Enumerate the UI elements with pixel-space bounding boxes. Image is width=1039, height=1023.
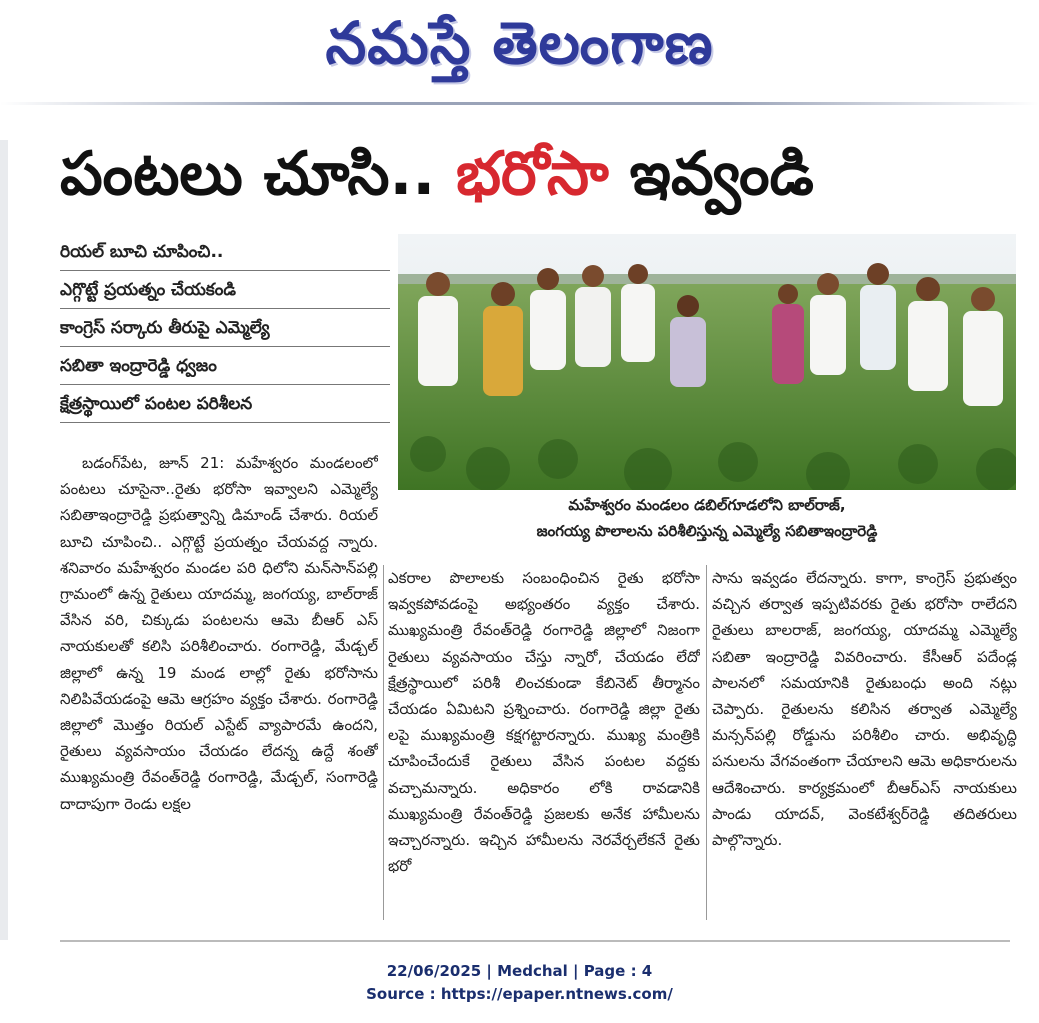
article-column-1 <box>60 450 378 938</box>
deck-line: క్షేత్రస్థాయిలో పంటల పరిశీలన <box>60 388 390 423</box>
footer-divider <box>60 940 1010 942</box>
headline-part-3: ఇవ్వండి <box>608 139 814 209</box>
column-divider <box>706 565 707 920</box>
deck-line: రియల్ బూచి చూపించి.. <box>60 236 390 271</box>
article-column-2 <box>388 565 700 920</box>
subheadline-deck <box>60 236 390 426</box>
article-text: ఎకరాల పొలాలకు సంబంధించిన రైతు భరోసా ఇవ్వకపోవడంపై అభ్యంతరం వ్యక్తం చేశారు. ముఖ్యమంత్రి రేవంత్‌రెడ్డి రంగారెడ్డి జిల్లాలో నిజంగా రైతులు వ్యవసాయం చేస్తు న్నారో, చేయడం లేదో క్షేత్రస్థాయిలో పరిశీ లించకుండా కేబినెట్ తీర్మానం చేయడం ఏమిటని ప్రశ్నించారు. రంగారెడ్డి జిల్లా రైతు లపై ముఖ్యమంత్రి కక్షగట్టారన్నారు. ముఖ్య మంత్రికి చూపించేందుకే రైతులు వేసిన పంటల వద్దకు వచ్చామన్నారు. అధికారం లోకి రావడానికి ముఖ్యమంత్రి రేవంత్‌రెడ్డి ప్రజలకు అనేక హామీలను ఇచ్చారన్నారు. ఇచ్చిన హామీలను నెరవేర్చలేకనే రైతు భరో <box>388 569 700 876</box>
footer-dateline: 22/06/2025 | Medchal | Page : 4 <box>386 962 653 980</box>
masthead-divider <box>0 102 1039 105</box>
deck-line: సబితా ఇంద్రారెడ్డి ధ్వజం <box>60 350 390 385</box>
deck-line: ఎగ్గొట్టే ప్రయత్నం చేయకండి <box>60 274 390 309</box>
newspaper-logo-title: నమస్తే తెలంగాణ <box>325 9 714 77</box>
deck-line: కాంగ్రెస్ సర్కారు తీరుపై ఎమ్మెల్యే <box>60 312 390 347</box>
photo-caption <box>398 492 1016 544</box>
column-divider <box>383 565 384 920</box>
news-photo <box>398 234 1016 490</box>
article-column-3 <box>712 565 1017 920</box>
footer-source: Source : https://epaper.ntnews.com/ <box>366 985 673 1003</box>
page-margin-bar <box>0 140 8 940</box>
masthead <box>0 0 1039 100</box>
headline-part-1: పంటలు చూసి.. <box>60 139 457 209</box>
caption-line-1: మహేశ్వరం మండలం డబిల్‌గూడలోని బాల్‌రాజ్, <box>568 496 846 514</box>
caption-line-2: జంగయ్య పొలాలను పరిశీలిస్తున్న ఎమ్మెల్యే సబితాఇంద్రారెడ్డి <box>536 522 878 540</box>
headline-highlight: భరోసా <box>456 139 609 209</box>
article-headline <box>60 132 1020 217</box>
article-text: బడంగ్‌పేట, జూన్ 21: మహేశ్వరం మండలంలో పంటలు చూసైనా..రైతు భరోసా ఇవ్వాలని ఎమ్మెల్యే సబితాఇంద్రారెడ్డి ప్రభుత్వాన్ని డిమాండ్ చేశారు. రియల్ బూచి చూపించి.. ఎగ్గొట్టే ప్రయత్నం చేయవద్ద న్నారు. శనివారం మహేశ్వరం మండల పరి ధిలోని మన్‌సాన్‌పల్లి గ్రామంలో ఉన్న రైతులు యాదమ్మ, జంగయ్య, బాల్‌రాజ్ వేసిన వరి, చిక్కుడు పంటలను ఆమె బీఆర్ ఎస్ నాయకులతో కలిసి పరిశీలించారు. రంగారెడ్డి, మేడ్చల్ జిల్లాలో ఉన్న 19 మండ లాల్లో రైతు భరోసాను నిలిపివేయడంపై ఆమె ఆగ్రహం వ్యక్తం చేశారు. రంగారెడ్డి జిల్లాలో మొత్తం రియల్ ఎస్టేట్ వ్యాపారమే ఉందని, రైతులు వ్యవసాయం చేయడం లేదన్న ఉద్దే శంతో ముఖ్యమంత్రి రేవంత్‌రెడ్డి రంగారెడ్డి, మేడ్చల్, సంగారెడ్డి దాదాపుగా రెండు లక్షల <box>60 454 378 813</box>
article-text: సాను ఇవ్వడం లేదన్నారు. కాగా, కాంగ్రెస్ ప్రభుత్వం వచ్చిన తర్వాత ఇప్పటివరకు రైతు భరోసా రాలేదని రైతులు బాలరాజ్, జంగయ్య, యాదమ్మ ఎమ్మెల్యే సబితా ఇంద్రారెడ్డి వివరించారు. కేసీఆర్ పదేండ్ల పాలనలో సమయానికి రైతుబంధు అంది నట్లు చెప్పారు. రైతులను కలిసిన తర్వాత ఎమ్మెల్యే మన్సన్‌పల్లి రోడ్డును పరిశీలిం చారు. అభివృద్ధి పనులను వేగవంతంగా చేయాలని ఆమె అధికారులను ఆదేశించారు. కార్యక్రమంలో బీఆర్ఎస్ నాయకులు పాండు యాదవ్, వెంకటేశ్వర్‌రెడ్డి తదితరులు పాల్గొన్నారు. <box>712 569 1017 850</box>
field-visit-photo <box>398 234 1016 490</box>
